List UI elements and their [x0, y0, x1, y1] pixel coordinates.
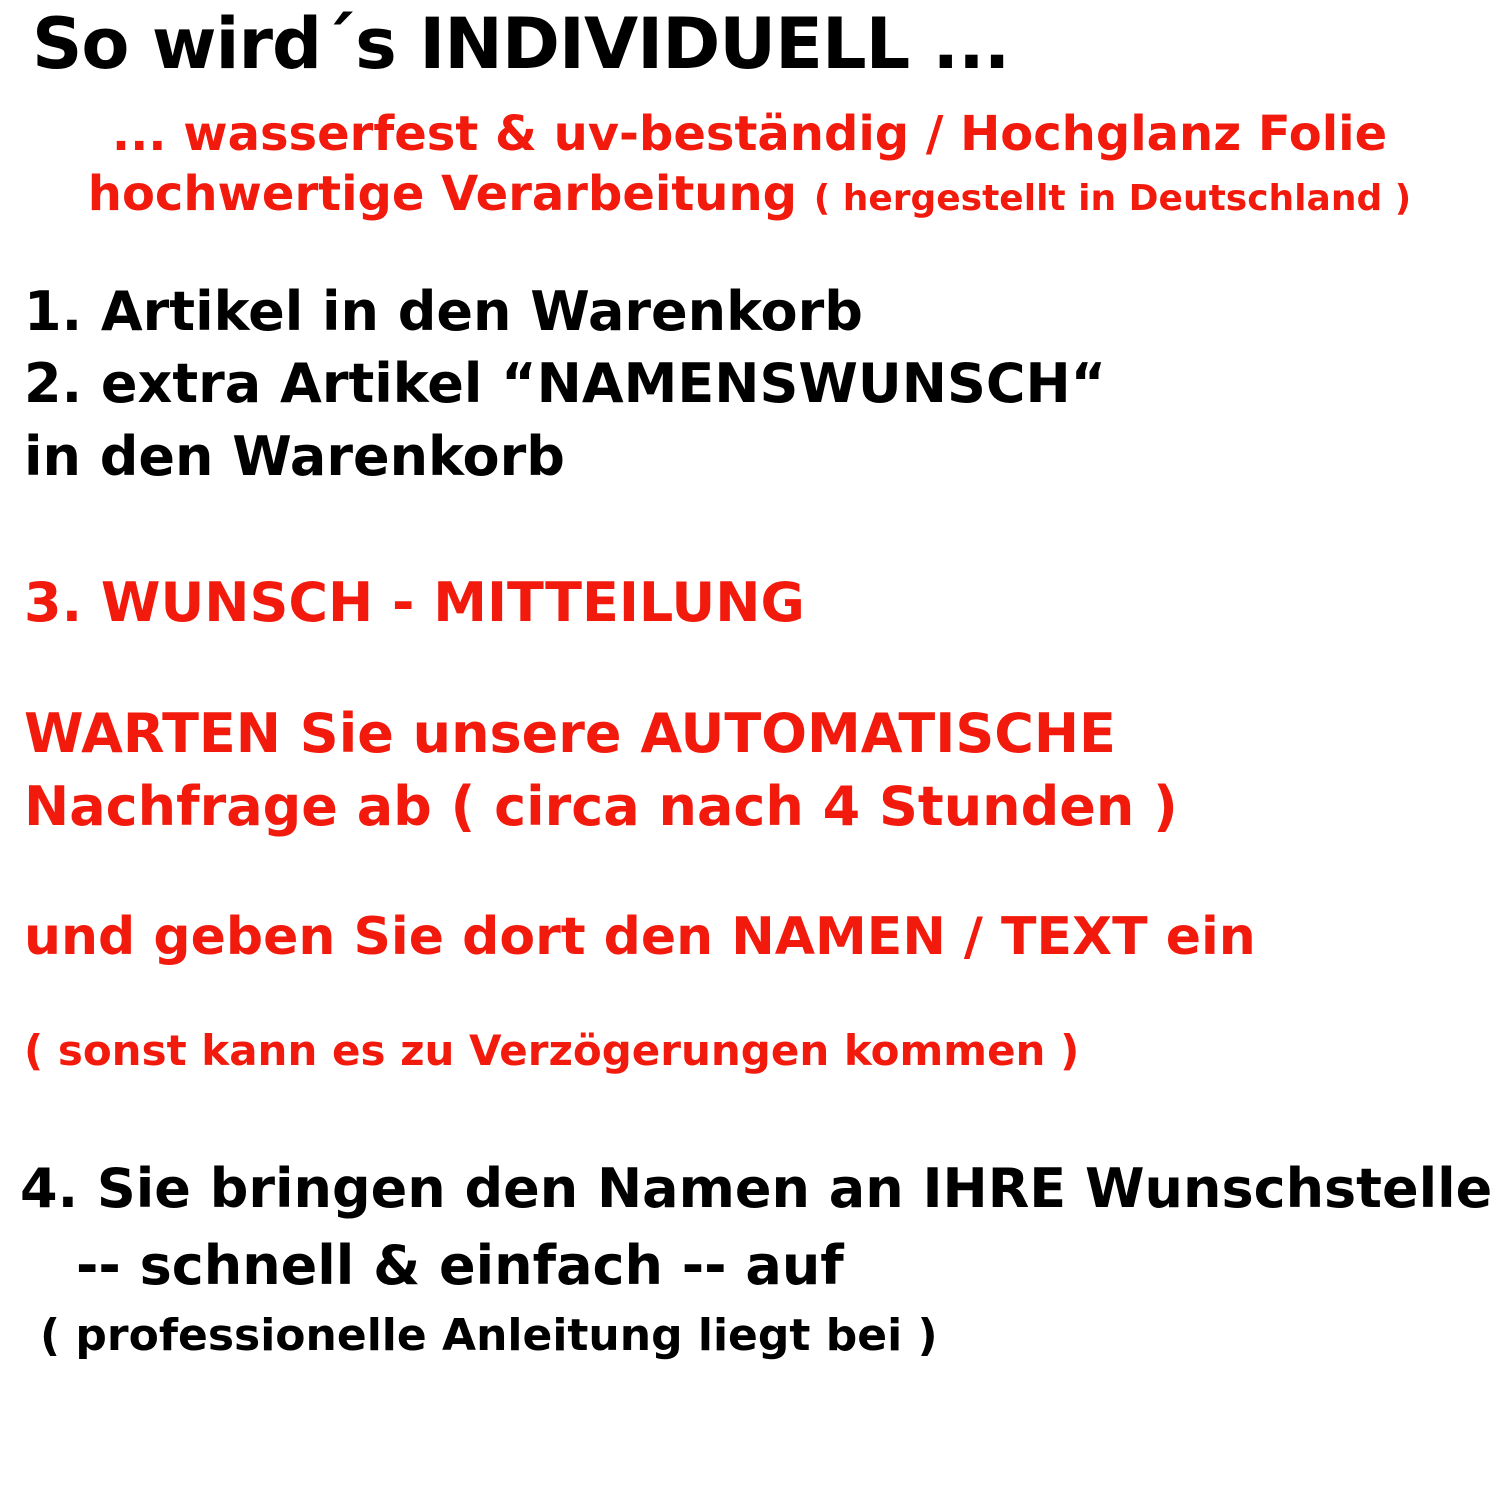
page-title: So wird´s INDIVIDUELL ... — [32, 3, 1010, 85]
step-1: 1. Artikel in den Warenkorb — [24, 279, 863, 343]
delay-note: ( sonst kann es zu Verzögerungen kommen ) — [24, 1025, 1080, 1075]
subtitle-line-1: ... wasserfest & uv-beständig / Hochglanz Folie — [111, 105, 1388, 162]
subtitle-line-2-note: ( hergestellt in Deutschland ) — [813, 177, 1412, 219]
step-3-heading: 3. WUNSCH - MITTEILUNG — [24, 571, 805, 635]
subtitle-block — [14, 104, 1485, 224]
instruction-sheet — [0, 3, 1499, 1508]
step-4-note: ( professionelle Anleitung liegt bei ) — [40, 1309, 938, 1361]
step-2-continuation: in den Warenkorb — [24, 425, 565, 489]
step-4-subline: -- schnell & einfach -- auf — [76, 1233, 844, 1297]
wait-instruction-line-1: WARTEN Sie unsere AUTOMATISCHE — [24, 702, 1116, 766]
step-2: 2. extra Artikel “NAMENSWUNSCH“ — [24, 352, 1107, 416]
subtitle-line-2-main: hochwertige Verarbeitung — [87, 165, 797, 222]
wait-instruction-line-2: Nachfrage ab ( circa nach 4 Stunden ) — [24, 775, 1178, 839]
subtitle-line-2 — [14, 164, 1485, 224]
wait-instruction-block — [24, 698, 1485, 844]
step-4: 4. Sie bringen den Namen an IHRE Wunschstelle — [20, 1157, 1493, 1221]
steps-black-list — [24, 276, 1485, 495]
enter-name-instruction: und geben Sie dort den NAMEN / TEXT ein — [24, 907, 1256, 968]
